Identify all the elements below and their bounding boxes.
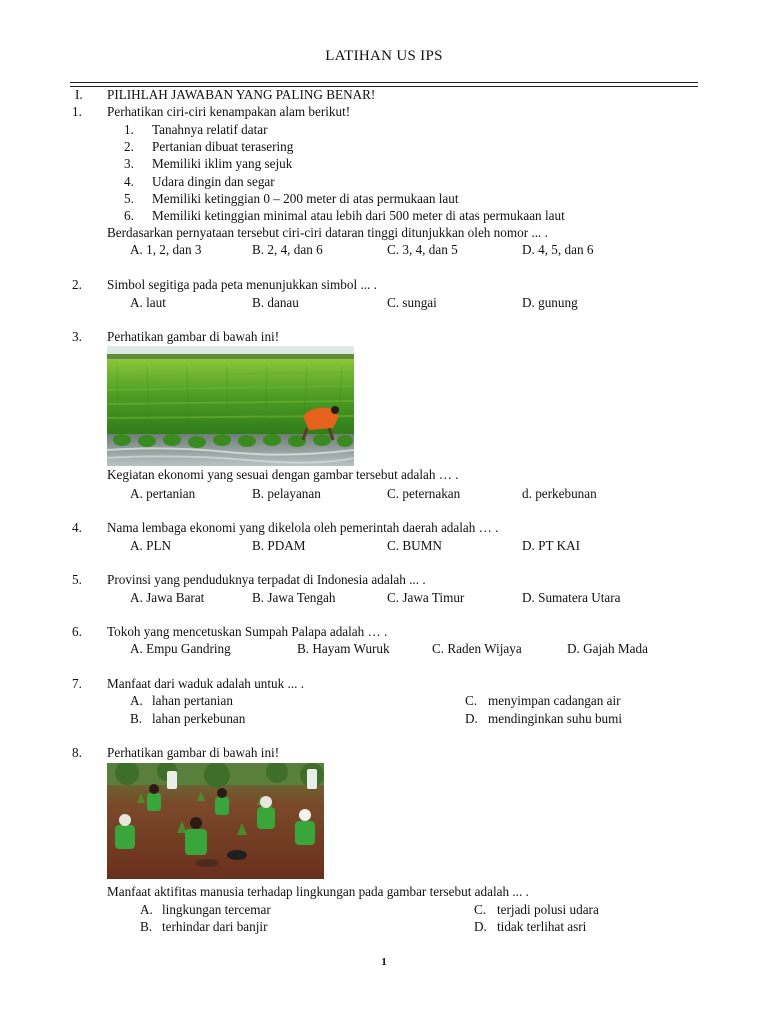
q1-item-text: Memiliki iklim yang sejuk [152, 156, 293, 171]
q6-option-a[interactable]: A. Empu Gandring [130, 641, 231, 656]
question-3-number: 3. [72, 329, 82, 344]
q7-option-b-text[interactable]: lahan perkebunan [152, 711, 246, 726]
q2-option-a[interactable]: A. laut [130, 295, 166, 310]
question-8-prompt: Perhatikan gambar di bawah ini! [107, 745, 280, 760]
question-6-text: Tokoh yang mencetuskan Sumpah Palapa adalah … . [107, 624, 388, 639]
rice-field-photo [107, 346, 354, 466]
q2-option-b[interactable]: B. danau [252, 295, 299, 310]
q1-item-text: Udara dingin dan segar [152, 174, 275, 189]
q7-option-c-letter[interactable]: C. [465, 693, 478, 708]
question-3-prompt: Perhatikan gambar di bawah ini! [107, 329, 280, 344]
q3-option-c[interactable]: C. peternakan [387, 486, 461, 501]
q1-item-text: Memiliki ketinggian minimal atau lebih dari 500 meter di atas permukaan laut [152, 208, 565, 223]
q8-option-c-letter[interactable]: C. [474, 902, 487, 917]
q7-option-a-letter[interactable]: A. [130, 693, 143, 708]
q6-option-c[interactable]: C. Raden Wijaya [432, 641, 522, 656]
question-7-text: Manfaat dari waduk adalah untuk ... . [107, 676, 305, 691]
question-5-number: 5. [72, 572, 82, 587]
q8-option-a-letter[interactable]: A. [140, 902, 153, 917]
q3-option-a[interactable]: A. pertanian [130, 486, 196, 501]
q7-option-a-text[interactable]: lahan pertanian [152, 693, 233, 708]
question-4-number: 4. [72, 520, 82, 535]
page-number: 1 [381, 956, 387, 968]
q6-option-b[interactable]: B. Hayam Wuruk [297, 641, 390, 656]
question-6-number: 6. [72, 624, 82, 639]
question-8-number: 8. [72, 745, 82, 760]
q4-option-b[interactable]: B. PDAM [252, 538, 306, 553]
q8-option-d-letter[interactable]: D. [474, 919, 487, 934]
q7-option-d-text[interactable]: mendinginkan suhu bumi [488, 711, 623, 726]
question-8-text: Manfaat aktifitas manusia terhadap lingkungan pada gambar tersebut adalah ... . [107, 884, 529, 899]
q4-option-d[interactable]: D. PT KAI [522, 538, 581, 553]
tree-planting-photo [107, 763, 324, 879]
q1-item-number: 2. [124, 139, 134, 154]
q8-option-d-text[interactable]: tidak terlihat asri [497, 919, 587, 934]
q4-option-c[interactable]: C. BUMN [387, 538, 442, 553]
section-number: I. [75, 87, 83, 102]
q8-option-b-letter[interactable]: B. [140, 919, 153, 934]
q5-option-c[interactable]: C. Jawa Timur [387, 590, 465, 605]
q1-option-d[interactable]: D. 4, 5, dan 6 [522, 242, 594, 257]
question-2-text: Simbol segitiga pada peta menunjukkan simbol ... . [107, 277, 377, 292]
q3-option-b[interactable]: B. pelayanan [252, 486, 321, 501]
q8-option-a-text[interactable]: lingkungan tercemar [162, 902, 271, 917]
divider-line-top [70, 82, 698, 83]
question-1-text: Berdasarkan pernyataan tersebut ciri-ciri dataran tinggi ditunjukkan oleh nomor ... . [107, 225, 548, 240]
q6-option-d[interactable]: D. Gajah Mada [567, 641, 648, 656]
question-3-text: Kegiatan ekonomi yang sesuai dengan gambar tersebut adalah … . [107, 467, 459, 482]
q7-option-d-letter[interactable]: D. [465, 711, 478, 726]
question-1-prompt: Perhatikan ciri-ciri kenampakan alam berikut! [107, 104, 351, 119]
q2-option-c[interactable]: C. sungai [387, 295, 437, 310]
question-5-text: Provinsi yang penduduknya terpadat di Indonesia adalah ... . [107, 572, 426, 587]
q1-item-number: 3. [124, 156, 134, 171]
q5-option-d[interactable]: D. Sumatera Utara [522, 590, 621, 605]
q1-item-number: 1. [124, 122, 134, 137]
q8-option-b-text[interactable]: terhindar dari banjir [162, 919, 268, 934]
page-title: LATIHAN US IPS [325, 48, 443, 64]
q1-option-c[interactable]: C. 3, 4, dan 5 [387, 242, 458, 257]
question-7-number: 7. [72, 676, 82, 691]
question-1-number: 1. [72, 104, 82, 119]
q8-option-c-text[interactable]: terjadi polusi udara [497, 902, 599, 917]
question-2-number: 2. [72, 277, 82, 292]
q1-item-number: 4. [124, 174, 134, 189]
q7-option-b-letter[interactable]: B. [130, 711, 143, 726]
q1-item-text: Memiliki ketinggian 0 – 200 meter di atas permukaan laut [152, 191, 459, 206]
q1-option-a[interactable]: A. 1, 2, dan 3 [130, 242, 202, 257]
q1-item-number: 5. [124, 191, 134, 206]
q7-option-c-text[interactable]: menyimpan cadangan air [488, 693, 621, 708]
q3-option-d[interactable]: d. perkebunan [522, 486, 597, 501]
q1-option-b[interactable]: B. 2, 4, dan 6 [252, 242, 323, 257]
q5-option-b[interactable]: B. Jawa Tengah [252, 590, 336, 605]
q5-option-a[interactable]: A. Jawa Barat [130, 590, 205, 605]
q1-item-text: Tanahnya relatif datar [152, 122, 268, 137]
question-4-text: Nama lembaga ekonomi yang dikelola oleh pemerintah daerah adalah … . [107, 520, 499, 535]
section-heading: PILIHLAH JAWABAN YANG PALING BENAR! [107, 87, 376, 102]
q2-option-d[interactable]: D. gunung [522, 295, 578, 310]
q1-item-number: 6. [124, 208, 134, 223]
q4-option-a[interactable]: A. PLN [130, 538, 172, 553]
q1-item-text: Pertanian dibuat terasering [152, 139, 294, 154]
